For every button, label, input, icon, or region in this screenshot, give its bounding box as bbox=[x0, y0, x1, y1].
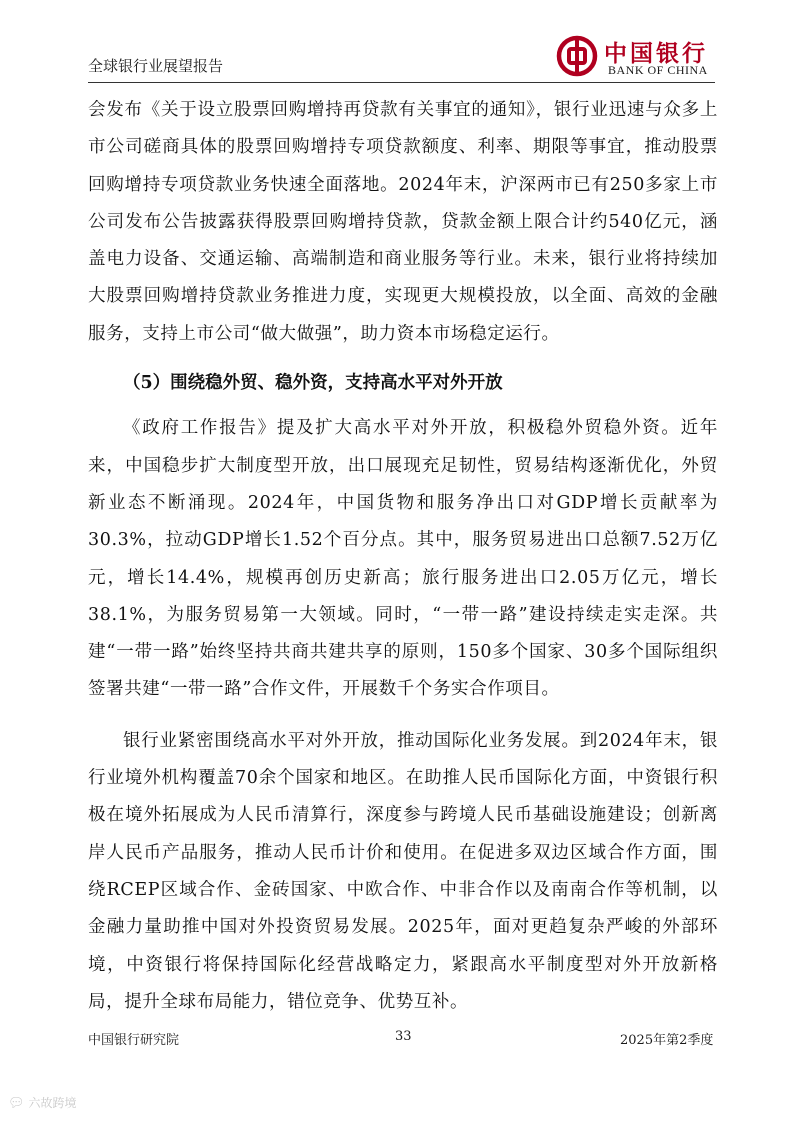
paragraph-foreign-trade: 《政府工作报告》提及扩大高水平对外开放，积极稳外贸稳外资。近年来，中国稳步扩大制度型开放，出口展现充足韧性，贸易结构逐渐优化，外贸新业态不断涌现。2024年，中国货物和服务净出口对GDP增长贡献率为30.3%，拉动GDP增长1.52个百分点。其中，服务贸易进出口总额7.52万亿元，增长14.4%，规模再创历史新高；旅行服务进出口2.05万亿元，增长38.1%，为服务贸易第一大领域。同时，“一带一路”建设持续走实走深。共建“一带一路”始终坚持共商共建共享的原则，150多个国家、30多个国际组织签署共建“一带一路”合作文件，开展数千个务实合作项目。 bbox=[88, 418, 718, 700]
bank-of-china-emblem-icon bbox=[556, 35, 598, 77]
watermark-text: 六故跨境 bbox=[28, 1096, 77, 1110]
report-title: 全球银行业展望报告 bbox=[88, 57, 224, 75]
logo-chinese-text: 中国银行 bbox=[604, 40, 708, 67]
section-heading: （5）围绕稳外贸、稳外资，支持高水平对外开放 bbox=[123, 373, 503, 394]
footer-institute: 中国银行研究院 bbox=[88, 1033, 180, 1048]
paragraph-internationalization: 银行业紧密围绕高水平对外开放，推动国际化业务发展。到2024年末，银行业境外机构覆盖70余个国家和地区。在助推人民币国际化方面，中资银行积极在境外拓展成为人民币清算行，深度参与跨境人民币基础设施建设；创新离岸人民币产品服务，推动人民币计价和使用。在促进多双边区域合作方面，围绕RCEP区域合作、金砖国家、中欧合作、中非合作以及南南合作等机制，以金融力量助推中国对外投资贸易发展。2025年，面对更趋复杂严峻的外部环境，中资银行将保持国际化经营战略定力，紧跟高水平制度型对外开放新格局，提升全球布局能力，错位竞争、优势互补。 bbox=[88, 730, 718, 1012]
bank-of-china-logo bbox=[556, 33, 716, 79]
watermark bbox=[8, 1094, 77, 1111]
paragraph-buyback-loans: 会发布《关于设立股票回购增持再贷款有关事宜的通知》，银行业迅速与众多上市公司磋商具体的股票回购增持专项贷款额度、利率、期限等事宜，推动股票回购增持专项贷款业务快速全面落地。2024年末，沪深两市已有250多家上市公司发布公告披露获得股票回购增持贷款，贷款金额上限合计约540亿元，涵盖电力设备、交通运输、高端制造和商业服务等行业。未来，银行业将持续加大股票回购增持贷款业务推进力度，实现更大规模投放，以全面、高效的金融服务，支持上市公司“做大做强”，助力资本市场稳定运行。 bbox=[88, 100, 718, 344]
page-body bbox=[88, 92, 718, 1021]
logo-english-text: BANK OF CHINA bbox=[608, 63, 708, 77]
header-divider bbox=[88, 82, 715, 83]
footer-quarter: 2025年第2季度 bbox=[620, 1033, 714, 1048]
footer-page-number: 33 bbox=[395, 1029, 412, 1044]
chat-bubble-icon: 💬︎ bbox=[8, 1096, 25, 1111]
